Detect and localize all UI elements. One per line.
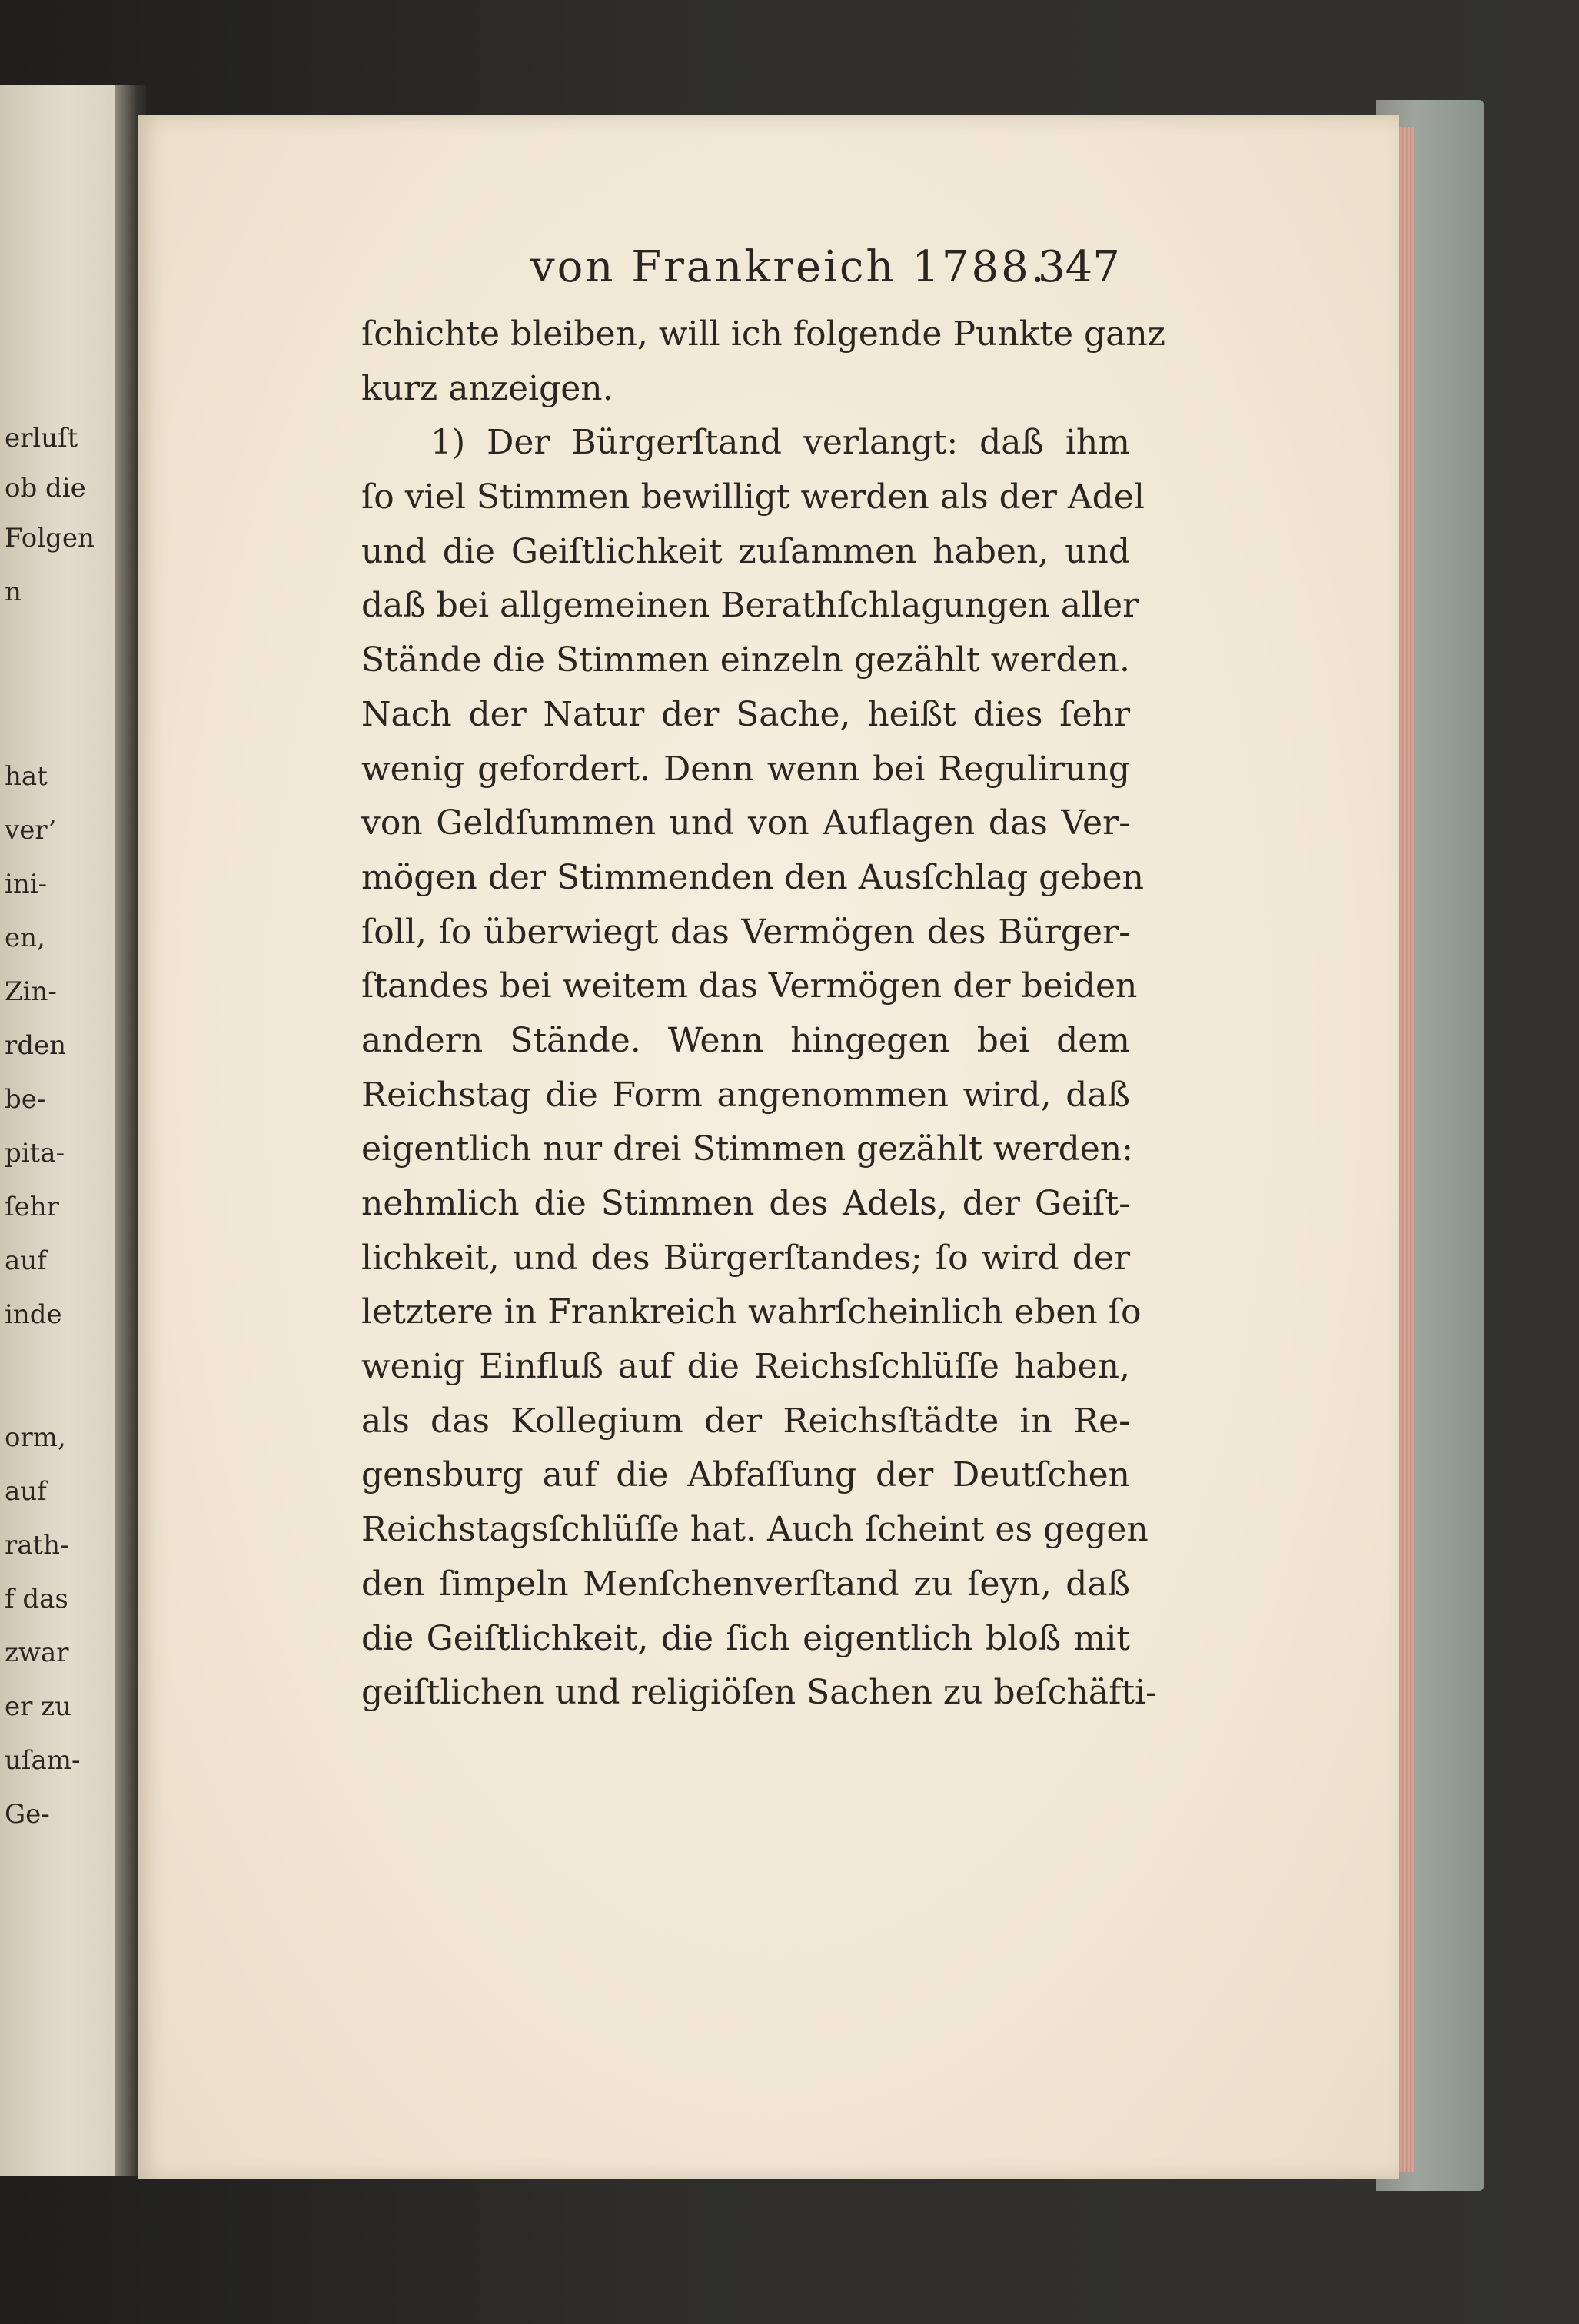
left-fragment: auf [5,1476,47,1507]
left-fragment: n [5,577,22,607]
left-fragment: en, [5,923,45,953]
text-line: nehmlich die Stimmen des Adels, der Geiſt- [361,1184,1130,1223]
text-line: kurz anzeigen. [361,368,613,408]
left-fragment: verʼ [5,815,56,846]
left-fragment: ini- [5,869,48,899]
page-number: 347 [1038,242,1120,292]
text-line: Nach der Natur der Sache, heißt dies ſehr [361,694,1130,734]
text-line: die Geiſtlichkeit, die ſich eigentlich bloß mit [361,1618,1130,1658]
left-fragment: auf [5,1245,47,1276]
left-fragment: inde [5,1299,62,1330]
left-fragment: erluſt [5,423,78,454]
text-line: Reichstagsſchlüſſe hat. Auch ſcheint es gegen [361,1510,1149,1550]
left-fragment: orm, [5,1422,66,1453]
left-fragment: Folgen [5,523,95,554]
text-line: andern Stände. Wenn hingegen bei dem [361,1020,1130,1060]
left-fragment: be- [5,1084,46,1115]
left-fragment: Ge- [5,1799,50,1830]
text-line: wenig Einfluß auf die Reichsſchlüſſe haben, [361,1347,1130,1387]
left-fragment: ob die [5,473,86,504]
running-title: von Frankreich 1788. [530,242,1047,292]
text-line: letztere in Frankreich wahrſcheinlich eben ſo [361,1292,1142,1332]
left-fragment: er zu [5,1691,71,1722]
text-line: eigentlich nur drei Stimmen gezählt werden: [361,1129,1133,1169]
text-line: von Geldſummen und von Auflagen das Ver- [361,803,1130,843]
text-line: wenig gefordert. Denn wenn bei Regulirung [361,749,1130,789]
left-page-text-fragments [5,85,120,2176]
text-line: ſoll, ſo überwiegt das Vermögen des Bürger- [361,912,1130,952]
left-fragment: zwar [5,1637,69,1668]
left-fragment: uſam- [5,1745,81,1776]
left-fragment: pita- [5,1138,65,1169]
text-line: 1) Der Bürgerſtand verlangt: daß ihm [430,423,1130,463]
text-line: ſchichte bleiben, will ich folgende Punkte ganz [361,314,1165,354]
text-line: Reichstag die Form angenommen wird, daß [361,1075,1130,1115]
page-header [384,234,1153,311]
text-line: den ſimpeln Menſchenverſtand zu ſeyn, daß [361,1564,1130,1604]
left-facing-page [0,85,124,2176]
text-line: gensburg auf die Abfaſſung der Deutſchen [361,1455,1130,1495]
text-line: als das Kollegium der Reichsſtädte in Re- [361,1401,1130,1441]
text-line: und die Geiſtlichkeit zuſammen haben, und [361,531,1130,571]
text-line: ſo viel Stimmen bewilligt werden als der Adel [361,477,1145,517]
left-fragment: rath- [5,1530,69,1561]
text-line: mögen der Stimmenden den Ausſchlag geben [361,857,1144,897]
left-fragment: Zin- [5,976,57,1007]
text-line: daß bei allgemeinen Berathſchlagungen aller [361,586,1139,626]
left-fragment: f das [5,1584,68,1614]
left-fragment: ſehr [5,1192,59,1222]
text-line: ſtandes bei weitem das Vermögen der beiden [361,966,1138,1006]
text-line: lichkeit, und des Bürgerſtandes; ſo wird der [361,1238,1130,1278]
text-line: Stände die Stimmen einzeln gezählt werden. [361,640,1130,680]
left-fragment: rden [5,1030,67,1061]
left-fragment: hat [5,761,48,792]
text-line: geiſtlichen und religiöſen Sachen zu beſchäfti- [361,1673,1157,1713]
page-body-text [361,308,1165,1721]
